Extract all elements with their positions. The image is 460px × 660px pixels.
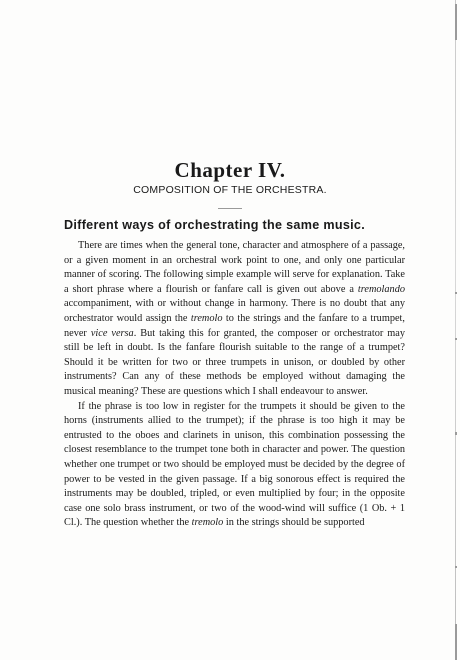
page-edge-mark [455, 338, 457, 340]
chapter-title: Chapter IV. [174, 158, 286, 182]
body-text [64, 239, 405, 531]
page-edge-mark [455, 432, 457, 435]
italic-term: tremolo [190, 312, 223, 324]
text-run: . But taking this for granted, the composer or orchestrator may still be left in doubt. Is the fanfare flourish suitable to the range of a trumpet? Should it be written for two or three trumpets in unison, or doubled by other instruments? Can any of these methods be employed without damaging the musical meaning? These are questions which I shall endeavour to answer. [64, 327, 405, 397]
text-run: to the strings and the fanfare to a trumpet, never [64, 312, 405, 339]
italic-term: tremolando [357, 283, 405, 295]
title-divider [218, 208, 242, 209]
italic-term: tremolo [191, 517, 224, 529]
text-run: accompaniment, with or without change in harmony. There is no doubt that any orchestrator would assign the [64, 298, 405, 324]
paragraph [64, 400, 405, 531]
text-run: There are times when the general tone, character and atmosphere of a passage, or a given moment in an orchestral work point to one, and only one particular manner of scoring. The following simple example will serve for explanation. Take a short phrase where a flourish or fanfare call is given out above a [64, 240, 405, 295]
page-edge [455, 0, 456, 660]
text-run: in the strings should be supported [223, 517, 365, 529]
page-edge-mark [455, 566, 457, 568]
page-edge-mark [455, 292, 457, 294]
chapter-subtitle: COMPOSITION OF THE ORCHESTRA. [133, 184, 327, 196]
section-heading: Different ways of orchestrating the same music. [64, 218, 366, 232]
paragraph [64, 239, 405, 400]
italic-term: vice versa [90, 327, 134, 339]
page-edge-mark [455, 624, 457, 660]
text-run: If the phrase is too low in register for the trumpets it should be given to the horns (instruments allied to the trumpet); if the phrase is too high it may be entrusted to the oboes and clarinets in unison, this combination possessing the closest resemblance to the trumpet tone both in character and power. The question whether one trumpet or two should be employed must be decided by the degree of power to be vested in the given passage. If a big sonorous effect is required the instruments may be doubled, tripled, or even multiplied by four; in the opposite case one solo brass instrument, or two of the wood-wind will suffice (1 Ob. + 1 Cl.). The question whether the [64, 400, 405, 529]
page-edge-mark [455, 4, 457, 40]
